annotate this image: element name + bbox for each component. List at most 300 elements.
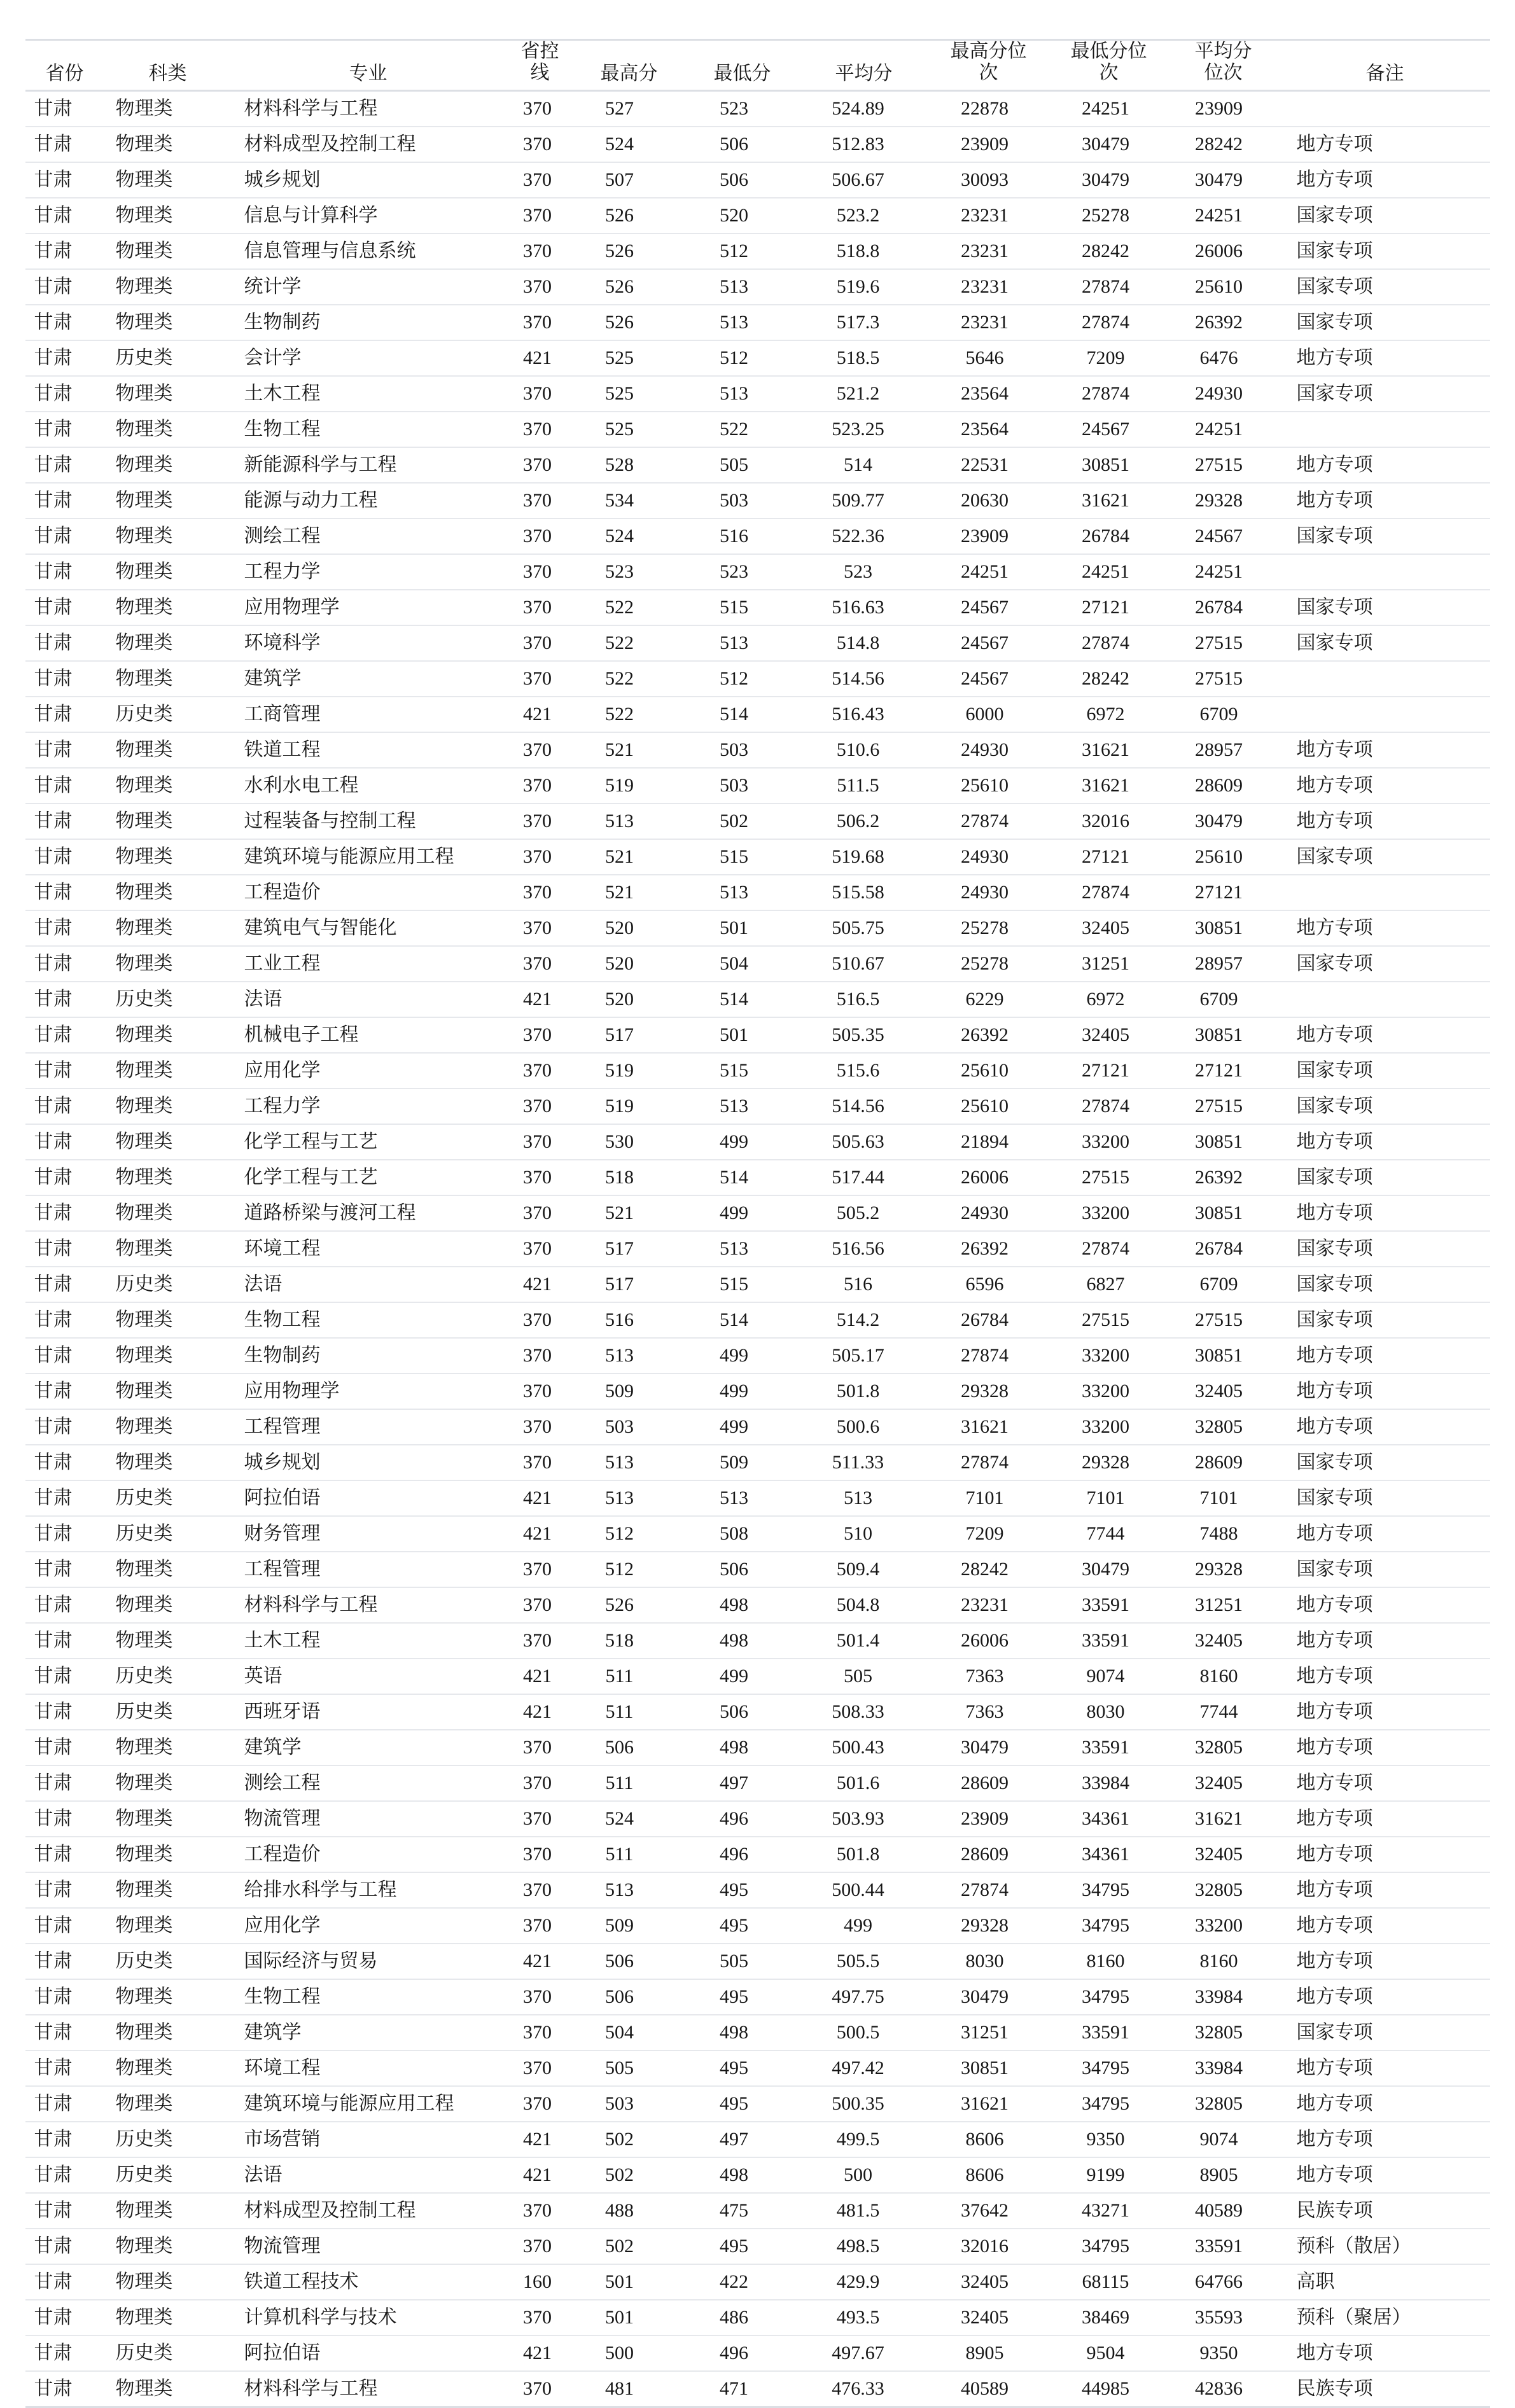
table-row[interactable]	[25, 1017, 1490, 1053]
table-row[interactable]	[25, 127, 1490, 162]
spacer-cell	[104, 0, 232, 39]
cell-min-rank: 33591	[1051, 1587, 1167, 1623]
cell-max-score: 526	[575, 1587, 683, 1623]
cell-category: 物理类	[104, 1302, 232, 1338]
cell-major: 阿拉伯语	[232, 1480, 505, 1516]
table-row[interactable]	[25, 305, 1490, 340]
cell-control-line: 370	[505, 1552, 575, 1587]
cell-max-rank: 31251	[926, 2015, 1051, 2050]
cell-min-rank: 27121	[1051, 839, 1167, 875]
cell-min-rank: 6972	[1051, 697, 1167, 732]
table-row[interactable]	[25, 91, 1490, 127]
cell-avg-rank: 27121	[1167, 1053, 1280, 1089]
table-row[interactable]	[25, 1195, 1490, 1231]
table-row[interactable]	[25, 2371, 1490, 2407]
cell-max-score: 519	[575, 1053, 683, 1089]
cell-major: 测绘工程	[232, 1765, 505, 1801]
cell-category: 物理类	[104, 2015, 232, 2050]
cell-note	[1280, 91, 1490, 127]
cell-min-score: 503	[683, 483, 802, 518]
cell-max-score: 513	[575, 804, 683, 839]
cell-max-score: 511	[575, 1659, 683, 1694]
cell-max-score: 520	[575, 982, 683, 1017]
cell-category: 物理类	[104, 91, 232, 127]
table-row[interactable]	[25, 2335, 1490, 2371]
cell-min-score: 495	[683, 2050, 802, 2086]
cell-min-score: 514	[683, 1302, 802, 1338]
table-row[interactable]	[25, 1837, 1490, 1872]
column-header-min-score[interactable]	[683, 39, 802, 91]
cell-avg-score: 501.8	[802, 1374, 926, 1409]
cell-province: 甘肃	[25, 1801, 104, 1837]
cell-min-score: 499	[683, 1124, 802, 1160]
table-row[interactable]	[25, 1160, 1490, 1195]
cell-category: 物理类	[104, 305, 232, 340]
cell-control-line: 421	[505, 1267, 575, 1302]
cell-min-score: 499	[683, 1195, 802, 1231]
cell-max-rank: 23231	[926, 198, 1051, 233]
spacer-cell	[683, 0, 802, 39]
column-header-avg-score[interactable]	[802, 39, 926, 91]
spacer-cell	[1167, 0, 1280, 39]
cell-category: 物理类	[104, 1801, 232, 1837]
table-row[interactable]	[25, 269, 1490, 305]
column-header-note[interactable]	[1280, 39, 1490, 91]
cell-category: 历史类	[104, 340, 232, 376]
cell-max-score: 525	[575, 412, 683, 447]
cell-avg-rank: 29328	[1167, 483, 1280, 518]
cell-note: 地方专项	[1280, 1801, 1490, 1837]
column-header-avg-rank[interactable]	[1167, 39, 1280, 91]
cell-max-score: 511	[575, 1694, 683, 1730]
column-header-max-score[interactable]	[575, 39, 683, 91]
table-row[interactable]	[25, 946, 1490, 982]
cell-category: 历史类	[104, 2157, 232, 2193]
table-row[interactable]	[25, 768, 1490, 804]
cell-avg-rank: 9350	[1167, 2335, 1280, 2371]
table-row[interactable]	[25, 2157, 1490, 2193]
cell-min-score: 496	[683, 1801, 802, 1837]
cell-major: 统计学	[232, 269, 505, 305]
cell-min-score: 515	[683, 1053, 802, 1089]
cell-avg-rank: 27515	[1167, 1089, 1280, 1124]
cell-max-rank: 24930	[926, 839, 1051, 875]
spacer-cell	[1051, 0, 1167, 39]
cell-max-score: 501	[575, 2300, 683, 2335]
cell-avg-rank: 24251	[1167, 554, 1280, 590]
cell-max-score: 500	[575, 2335, 683, 2371]
cell-province: 甘肃	[25, 2300, 104, 2335]
table-row[interactable]	[25, 2015, 1490, 2050]
cell-category: 物理类	[104, 1552, 232, 1587]
table-row[interactable]	[25, 1801, 1490, 1837]
cell-avg-score: 506.2	[802, 804, 926, 839]
cell-note: 地方专项	[1280, 1338, 1490, 1374]
cell-min-score: 513	[683, 1231, 802, 1267]
column-header-major[interactable]	[232, 39, 505, 91]
table-row[interactable]	[25, 1053, 1490, 1089]
cell-province: 甘肃	[25, 2157, 104, 2193]
cell-note: 地方专项	[1280, 1374, 1490, 1409]
table-row[interactable]	[25, 340, 1490, 376]
cell-min-rank: 32405	[1051, 1017, 1167, 1053]
cell-control-line: 370	[505, 269, 575, 305]
cell-note: 国家专项	[1280, 625, 1490, 661]
cell-min-rank: 33984	[1051, 1765, 1167, 1801]
table-row[interactable]	[25, 162, 1490, 198]
cell-major: 生物工程	[232, 412, 505, 447]
cell-max-rank: 27874	[926, 1872, 1051, 1908]
cell-control-line: 370	[505, 768, 575, 804]
cell-avg-rank: 7488	[1167, 1516, 1280, 1552]
cell-max-rank: 6000	[926, 697, 1051, 732]
cell-major: 城乡规划	[232, 162, 505, 198]
cell-control-line: 370	[505, 2229, 575, 2264]
cell-max-rank: 20630	[926, 483, 1051, 518]
cell-min-score: 499	[683, 1338, 802, 1374]
table-row[interactable]	[25, 2264, 1490, 2300]
cell-control-line: 370	[505, 233, 575, 269]
cell-major: 信息管理与信息系统	[232, 233, 505, 269]
table-row[interactable]	[25, 839, 1490, 875]
cell-province: 甘肃	[25, 2264, 104, 2300]
table-row[interactable]	[25, 1480, 1490, 1516]
table-row[interactable]	[25, 2229, 1490, 2264]
cell-control-line: 370	[505, 447, 575, 483]
cell-avg-score: 522.36	[802, 518, 926, 554]
table-row[interactable]	[25, 1267, 1490, 1302]
cell-note: 地方专项	[1280, 1623, 1490, 1659]
cell-max-rank: 8606	[926, 2122, 1051, 2157]
cell-avg-rank: 28609	[1167, 768, 1280, 804]
cell-avg-score: 481.5	[802, 2193, 926, 2229]
cell-min-score: 486	[683, 2300, 802, 2335]
cell-min-rank: 9350	[1051, 2122, 1167, 2157]
cell-max-rank: 6596	[926, 1267, 1051, 1302]
spacer-cell	[575, 0, 683, 39]
cell-major: 会计学	[232, 340, 505, 376]
cell-avg-score: 501.4	[802, 1623, 926, 1659]
cell-control-line: 370	[505, 2300, 575, 2335]
cell-control-line: 370	[505, 875, 575, 910]
table-row[interactable]	[25, 875, 1490, 910]
cell-min-rank: 27874	[1051, 1089, 1167, 1124]
cell-province: 甘肃	[25, 1017, 104, 1053]
spacer-cell	[232, 0, 505, 39]
cell-min-score: 498	[683, 2157, 802, 2193]
column-header-max-rank[interactable]	[926, 39, 1051, 91]
cell-province: 甘肃	[25, 1480, 104, 1516]
cell-province: 甘肃	[25, 2015, 104, 2050]
cell-min-rank: 43271	[1051, 2193, 1167, 2229]
cell-avg-rank: 32405	[1167, 1765, 1280, 1801]
column-header-min-rank-label-2: 次	[1099, 62, 1119, 84]
table-row[interactable]	[25, 982, 1490, 1017]
cell-avg-rank: 26006	[1167, 233, 1280, 269]
cell-avg-rank: 35593	[1167, 2300, 1280, 2335]
cell-major: 生物工程	[232, 1979, 505, 2015]
cell-category: 物理类	[104, 1979, 232, 2015]
cell-category: 物理类	[104, 233, 232, 269]
cell-max-score: 513	[575, 1872, 683, 1908]
table-row[interactable]	[25, 1338, 1490, 1374]
cell-major: 法语	[232, 982, 505, 1017]
cell-avg-rank: 30851	[1167, 1195, 1280, 1231]
cell-avg-rank: 27515	[1167, 447, 1280, 483]
spacer-cell	[505, 0, 575, 39]
cell-min-rank: 33591	[1051, 1730, 1167, 1765]
cell-major: 工程力学	[232, 554, 505, 590]
cell-min-score: 514	[683, 982, 802, 1017]
cell-avg-score: 514.2	[802, 1302, 926, 1338]
cell-note: 国家专项	[1280, 1480, 1490, 1516]
table-row[interactable]	[25, 732, 1490, 768]
cell-control-line: 370	[505, 162, 575, 198]
cell-control-line: 421	[505, 1944, 575, 1979]
table-row[interactable]	[25, 1659, 1490, 1694]
cell-min-rank: 44985	[1051, 2371, 1167, 2407]
cell-avg-score: 493.5	[802, 2300, 926, 2335]
column-header-min-rank[interactable]	[1051, 39, 1167, 91]
cell-avg-score: 505	[802, 1659, 926, 1694]
table-row[interactable]	[25, 661, 1490, 697]
table-row[interactable]	[25, 412, 1490, 447]
cell-max-rank: 23909	[926, 518, 1051, 554]
cell-category: 物理类	[104, 2193, 232, 2229]
table-row[interactable]	[25, 1552, 1490, 1587]
cell-note: 国家专项	[1280, 2015, 1490, 2050]
cell-major: 阿拉伯语	[232, 2335, 505, 2371]
cell-min-rank: 34795	[1051, 2229, 1167, 2264]
cell-avg-score: 510.67	[802, 946, 926, 982]
cell-major: 物流管理	[232, 2229, 505, 2264]
cell-max-rank: 25278	[926, 910, 1051, 946]
table-row[interactable]	[25, 1302, 1490, 1338]
table-row[interactable]	[25, 554, 1490, 590]
cell-avg-score: 509.4	[802, 1552, 926, 1587]
cell-min-score: 523	[683, 91, 802, 127]
cell-max-score: 502	[575, 2122, 683, 2157]
cell-min-score: 495	[683, 2229, 802, 2264]
cell-note: 地方专项	[1280, 447, 1490, 483]
cell-min-score: 523	[683, 554, 802, 590]
cell-avg-rank: 6709	[1167, 982, 1280, 1017]
cell-province: 甘肃	[25, 1908, 104, 1944]
cell-note: 高职	[1280, 2264, 1490, 2300]
cell-avg-rank: 28957	[1167, 732, 1280, 768]
cell-control-line: 370	[505, 2086, 575, 2122]
column-header-province[interactable]	[25, 39, 104, 91]
cell-min-score: 501	[683, 910, 802, 946]
table-row[interactable]	[25, 1908, 1490, 1944]
cell-category: 物理类	[104, 1908, 232, 1944]
cell-avg-score: 500.6	[802, 1409, 926, 1445]
table-row[interactable]	[25, 233, 1490, 269]
cell-category: 物理类	[104, 1160, 232, 1195]
table-row[interactable]	[25, 625, 1490, 661]
cell-min-score: 471	[683, 2371, 802, 2407]
table-row[interactable]	[25, 697, 1490, 732]
table-row[interactable]	[25, 198, 1490, 233]
cell-min-rank: 68115	[1051, 2264, 1167, 2300]
table-row[interactable]	[25, 1516, 1490, 1552]
cell-avg-score: 497.42	[802, 2050, 926, 2086]
table-row[interactable]	[25, 1944, 1490, 1979]
cell-avg-rank: 28957	[1167, 946, 1280, 982]
cell-min-score: 512	[683, 340, 802, 376]
table-row[interactable]	[25, 1872, 1490, 1908]
cell-control-line: 370	[505, 1979, 575, 2015]
cell-min-score: 514	[683, 697, 802, 732]
cell-min-score: 505	[683, 447, 802, 483]
cell-min-rank: 33591	[1051, 2015, 1167, 2050]
table-row[interactable]	[25, 2193, 1490, 2229]
table-row[interactable]	[25, 518, 1490, 554]
cell-note: 地方专项	[1280, 1694, 1490, 1730]
cell-min-score: 499	[683, 1374, 802, 1409]
cell-max-score: 525	[575, 340, 683, 376]
column-header-category[interactable]	[104, 39, 232, 91]
table-row[interactable]	[25, 1694, 1490, 1730]
cell-avg-score: 429.9	[802, 2264, 926, 2300]
cell-note: 地方专项	[1280, 2122, 1490, 2157]
table-row[interactable]	[25, 804, 1490, 839]
cell-avg-score: 514.56	[802, 1089, 926, 1124]
table-row[interactable]	[25, 2122, 1490, 2157]
cell-category: 物理类	[104, 162, 232, 198]
cell-major: 英语	[232, 1659, 505, 1694]
cell-province: 甘肃	[25, 1124, 104, 1160]
cell-note: 地方专项	[1280, 1872, 1490, 1908]
cell-avg-score: 516.5	[802, 982, 926, 1017]
cell-major: 法语	[232, 1267, 505, 1302]
cell-avg-score: 510.6	[802, 732, 926, 768]
cell-category: 物理类	[104, 198, 232, 233]
column-header-avg-rank-label-2: 位次	[1204, 62, 1243, 84]
cell-min-rank: 33200	[1051, 1195, 1167, 1231]
cell-avg-score: 514	[802, 447, 926, 483]
cell-min-rank: 28242	[1051, 233, 1167, 269]
cell-avg-rank: 26392	[1167, 1160, 1280, 1195]
cell-max-rank: 26006	[926, 1623, 1051, 1659]
cell-category: 物理类	[104, 732, 232, 768]
cell-category: 物理类	[104, 1872, 232, 1908]
table-row[interactable]	[25, 376, 1490, 412]
cell-category: 物理类	[104, 1837, 232, 1872]
cell-avg-score: 501.6	[802, 1765, 926, 1801]
cell-avg-rank: 6709	[1167, 1267, 1280, 1302]
cell-min-score: 499	[683, 1409, 802, 1445]
cell-category: 历史类	[104, 2122, 232, 2157]
cell-control-line: 370	[505, 1908, 575, 1944]
cell-avg-rank: 28242	[1167, 127, 1280, 162]
cell-avg-rank: 8160	[1167, 1659, 1280, 1694]
cell-province: 甘肃	[25, 340, 104, 376]
cell-major: 能源与动力工程	[232, 483, 505, 518]
cell-category: 物理类	[104, 590, 232, 625]
table-row[interactable]	[25, 1979, 1490, 2015]
table-row[interactable]	[25, 1374, 1490, 1409]
cell-note: 地方专项	[1280, 340, 1490, 376]
cell-max-score: 527	[575, 91, 683, 127]
cell-province: 甘肃	[25, 2050, 104, 2086]
table-row[interactable]	[25, 2086, 1490, 2122]
table-row[interactable]	[25, 1623, 1490, 1659]
cell-major: 材料科学与工程	[232, 1587, 505, 1623]
cell-category: 物理类	[104, 1017, 232, 1053]
cell-note: 地方专项	[1280, 768, 1490, 804]
cell-avg-rank: 27515	[1167, 1302, 1280, 1338]
table-row[interactable]	[25, 1409, 1490, 1445]
cell-avg-score: 500.35	[802, 2086, 926, 2122]
table-row[interactable]	[25, 1231, 1490, 1267]
table-row[interactable]	[25, 2050, 1490, 2086]
cell-max-rank: 23231	[926, 305, 1051, 340]
cell-max-score: 526	[575, 269, 683, 305]
cell-note: 国家专项	[1280, 198, 1490, 233]
cell-category: 物理类	[104, 839, 232, 875]
cell-category: 物理类	[104, 768, 232, 804]
cell-min-rank: 34795	[1051, 1979, 1167, 2015]
cell-control-line: 370	[505, 1623, 575, 1659]
cell-note: 地方专项	[1280, 2086, 1490, 2122]
cell-max-score: 507	[575, 162, 683, 198]
table-row[interactable]	[25, 1730, 1490, 1765]
table-row[interactable]	[25, 2300, 1490, 2335]
table-row[interactable]	[25, 910, 1490, 946]
cell-note: 地方专项	[1280, 1944, 1490, 1979]
table-row[interactable]	[25, 1765, 1490, 1801]
cell-max-score: 522	[575, 697, 683, 732]
cell-max-score: 501	[575, 2264, 683, 2300]
cell-max-rank: 31621	[926, 1409, 1051, 1445]
cell-avg-rank: 32805	[1167, 1872, 1280, 1908]
cell-major: 给排水科学与工程	[232, 1872, 505, 1908]
cell-category: 物理类	[104, 554, 232, 590]
cell-category: 历史类	[104, 2335, 232, 2371]
table-row[interactable]	[25, 1124, 1490, 1160]
cell-note: 国家专项	[1280, 305, 1490, 340]
column-header-control-line[interactable]	[505, 39, 575, 91]
table-row[interactable]	[25, 483, 1490, 518]
cell-min-score: 497	[683, 2122, 802, 2157]
cell-category: 历史类	[104, 1659, 232, 1694]
cell-max-score: 517	[575, 1231, 683, 1267]
cell-avg-rank: 24567	[1167, 518, 1280, 554]
cell-avg-rank: 25610	[1167, 269, 1280, 305]
cell-control-line: 370	[505, 2015, 575, 2050]
table-row[interactable]	[25, 1445, 1490, 1480]
cell-category: 物理类	[104, 483, 232, 518]
cell-min-rank: 33200	[1051, 1338, 1167, 1374]
cell-control-line: 421	[505, 2157, 575, 2193]
cell-avg-score: 501.8	[802, 1837, 926, 1872]
table-row[interactable]	[25, 1089, 1490, 1124]
table-row[interactable]	[25, 447, 1490, 483]
cell-min-rank: 38469	[1051, 2300, 1167, 2335]
cell-min-rank: 31621	[1051, 732, 1167, 768]
cell-note: 国家专项	[1280, 1053, 1490, 1089]
cell-min-rank: 30479	[1051, 162, 1167, 198]
table-row[interactable]	[25, 590, 1490, 625]
cell-control-line: 370	[505, 91, 575, 127]
table-row[interactable]	[25, 1587, 1490, 1623]
cell-avg-score: 518.8	[802, 233, 926, 269]
cell-province: 甘肃	[25, 198, 104, 233]
cell-major: 材料成型及控制工程	[232, 2193, 505, 2229]
cell-min-rank: 34795	[1051, 2050, 1167, 2086]
cell-avg-rank: 26784	[1167, 590, 1280, 625]
